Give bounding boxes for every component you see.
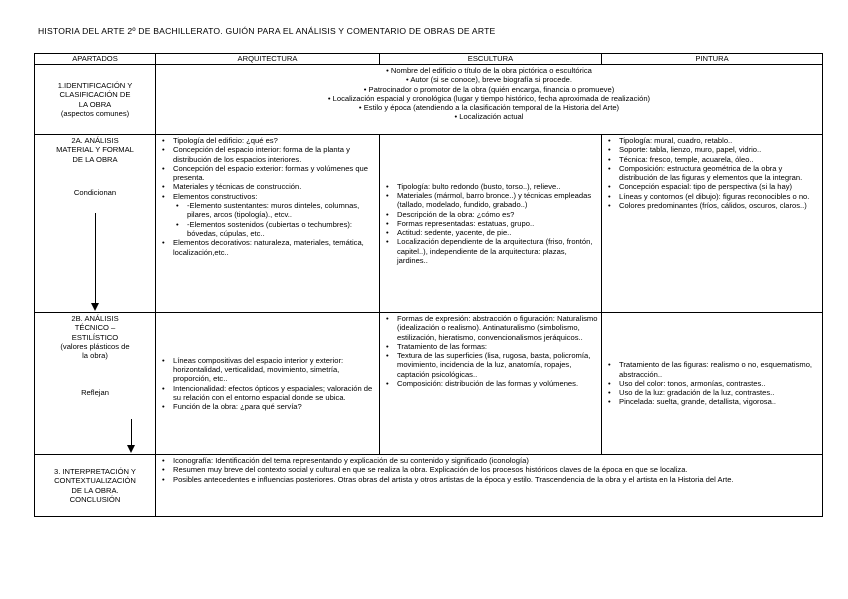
- row-interpretacion: [35, 455, 823, 517]
- list-item: • Localización actual: [159, 112, 819, 121]
- list-item: • Estilo y época (atendiendo a la clasificación temporal de la Historia del Arte): [159, 103, 819, 112]
- list-item: • Materiales (mármol, barro bronce..) y técnicas empleadas (tallado, modelado, fundido, grabado..): [397, 191, 598, 210]
- list-item: • Formas representadas: estatuas, grupo..: [397, 219, 598, 228]
- pintura-tecnico: [602, 313, 823, 455]
- analysis-table: [34, 53, 823, 517]
- interpretacion-items: [156, 455, 823, 517]
- arquitectura-tecnico: [156, 313, 380, 455]
- list-item: • Composición: estructura geométrica de la obra y distribución de las figuras y elementos que la integran.: [619, 164, 819, 183]
- list-item: • Iconografía: Identificación del tema representando y explicación de su contenido y significado (iconología): [173, 456, 819, 465]
- list-item: • Descripción de la obra: ¿cómo es?: [397, 210, 598, 219]
- list-item: • Elementos decorativos: naturaleza, materiales, temática, localización,etc..: [173, 238, 376, 257]
- arrow-line: [131, 419, 132, 447]
- arrow-line: [95, 213, 96, 305]
- sub-list-item: • -Elemento sustentantes: muros dinteles, columnas, pilares, arcos (tipología)., etcv..: [187, 201, 376, 220]
- list-item: • Concepción del espacio exterior: formas y volúmenes que presenta.: [173, 164, 376, 183]
- row-head-line: CONTEXTUALIZACIÓN: [54, 476, 136, 486]
- list-item: • Colores predominantes (fríos, cálidos, oscuros, claros..): [619, 201, 819, 210]
- header-escultura: ESCULTURA: [380, 54, 602, 65]
- row-analisis-tecnico: [35, 313, 823, 455]
- row-head-analisis-tecnico: [35, 313, 156, 455]
- row-head-identificacion: [35, 65, 156, 135]
- row-head-line: DE LA OBRA: [72, 154, 118, 164]
- reflejan-label: Reflejan: [81, 388, 109, 398]
- condicionan-label: Condicionan: [73, 187, 117, 197]
- list-item: • Uso de la luz: gradación de la luz, contrastes..: [619, 388, 819, 397]
- row-head-line: 2A. ANÁLISIS: [71, 136, 119, 145]
- row-head-line: (valores plásticos de: [60, 341, 130, 351]
- list-item: • Líneas compositivas del espacio interior y exterior: horizontalidad, verticalidad, movimiento, simetría, proporción, etc..: [173, 356, 376, 384]
- list-item: • Localización dependiente de la arquitectura (friso, frontón, capitel..), independiente de la arquitectura: plazas, jardines..: [397, 237, 598, 265]
- row-head-line: MATERIAL Y FORMAL: [56, 145, 134, 155]
- sub-list-item: • -Elementos sostenidos (cubiertas o techumbres): bóvedas, cúpulas, etc..: [187, 220, 376, 239]
- list-item: • Uso del color: tonos, armonías, contrastes..: [619, 379, 819, 388]
- list-item: • Soporte: tabla, lienzo, muro, papel, vidrio..: [619, 145, 819, 154]
- escultura-material: [380, 135, 602, 313]
- list-item: • Composición: distribución de las formas y volúmenes.: [397, 379, 598, 388]
- row-head-line: 3. INTERPRETACIÓN Y: [54, 466, 136, 476]
- row-head-line: CLASIFICACIÓN DE: [59, 90, 131, 100]
- row-head-line: CONCLUSIÓN: [69, 494, 121, 504]
- list-item: • Intencionalidad: efectos ópticos y espaciales; valoración de su relación con el entorno espacial donde se ubica.: [173, 384, 376, 403]
- header-pintura: PINTURA: [602, 54, 823, 65]
- escultura-tecnico: [380, 313, 602, 455]
- row-head-line: 2B. ANÁLISIS: [71, 314, 119, 323]
- list-item: • Técnica: fresco, temple, acuarela, óleo..: [619, 155, 819, 164]
- list-item: • Pincelada: suelta, grande, detallista, vigorosa..: [619, 397, 819, 406]
- arrow-down-icon: [91, 303, 99, 311]
- list-item: • Tratamiento de las formas:: [397, 342, 598, 351]
- row-head-analisis-material: [35, 135, 156, 313]
- header-arquitectura: ARQUITECTURA: [156, 54, 380, 65]
- header-row: [35, 54, 823, 65]
- row-head-line: 1.IDENTIFICACIÓN Y: [57, 80, 133, 90]
- row-head-line: DE LA OBRA.: [71, 485, 119, 495]
- row-head-line: TÉCNICO –: [74, 323, 116, 333]
- list-item: • Líneas y contornos (el dibujo): figuras reconocibles o no.: [619, 192, 819, 201]
- header-apartados: APARTADOS: [35, 54, 156, 65]
- list-item: • Nombre del edificio o título de la obra pictórica o escultórica: [159, 66, 819, 75]
- list-item: • Concepción espacial: tipo de perspectiva (si la hay): [619, 182, 819, 191]
- row-head-line: la obra): [82, 351, 108, 361]
- page-title: HISTORIA DEL ARTE 2º DE BACHILLERATO. GUIÓN PARA EL ANÁLISIS Y COMENTARIO DE OBRAS DE ARTE: [38, 26, 496, 36]
- list-item: • Tipología: bulto redondo (busto, torso..), relieve..: [397, 182, 598, 191]
- pintura-material: [602, 135, 823, 313]
- list-item: • Posibles antecedentes e influencias posteriores. Otras obras del artista y otros artistas de la época y estilo. Trascendencia de la obra y el artista en la Historia del Arte.: [173, 475, 819, 484]
- row-head-line: LA OBRA: [78, 99, 112, 109]
- arquitectura-material: [156, 135, 380, 313]
- list-item: • Formas de expresión: abstracción o figuración: Naturalismo (idealización o realismo). Antinaturalismo (simbolismo, estilización, hieratismo, convencionalismos jeráquicos..: [397, 314, 598, 342]
- list-item: • Resumen muy breve del contexto social y cultural en que se realiza la obra. Explicación de los procesos históricos claves de la época en que se localiza.: [173, 465, 819, 474]
- list-item: • Materiales y técnicas de construcción.: [173, 182, 376, 191]
- list-item: • Autor (si se conoce), breve biografía si procede.: [159, 75, 819, 84]
- list-item: • Localización espacial y cronológica (lugar y tiempo histórico, fecha aproximada de realización): [159, 94, 819, 103]
- row-head-line: ESTILÍSTICO: [71, 332, 119, 342]
- list-item: [173, 192, 376, 238]
- list-item-text: Elementos constructivos:: [173, 191, 258, 201]
- list-item: • Patrocinador o promotor de la obra (quién encarga, financia o promueve): [159, 85, 819, 94]
- list-item: • Tratamiento de las figuras: realismo o no, esquematismo, abstracción..: [619, 360, 819, 379]
- arrow-down-icon: [127, 445, 135, 453]
- row-identificacion: [35, 65, 823, 135]
- row-head-interpretacion: [35, 455, 156, 517]
- row-analisis-material: [35, 135, 823, 313]
- list-item: • Concepción del espacio interior: forma de la planta y distribución de los espacios interiores.: [173, 145, 376, 164]
- row-head-line: (aspectos comunes): [60, 108, 130, 118]
- list-item: • Actitud: sedente, yacente, de pie..: [397, 228, 598, 237]
- list-item: • Textura de las superficies (lisa, rugosa, basta, policromía, movimiento, incidencia de la luz, anatomía, ropajes, captación psicológicas..: [397, 351, 598, 379]
- list-item: • Función de la obra: ¿para qué servía?: [173, 402, 376, 411]
- list-item: • Tipología: mural, cuadro, retablo..: [619, 136, 819, 145]
- identificacion-items: [156, 65, 823, 135]
- list-item: • Tipología del edificio: ¿qué es?: [173, 136, 376, 145]
